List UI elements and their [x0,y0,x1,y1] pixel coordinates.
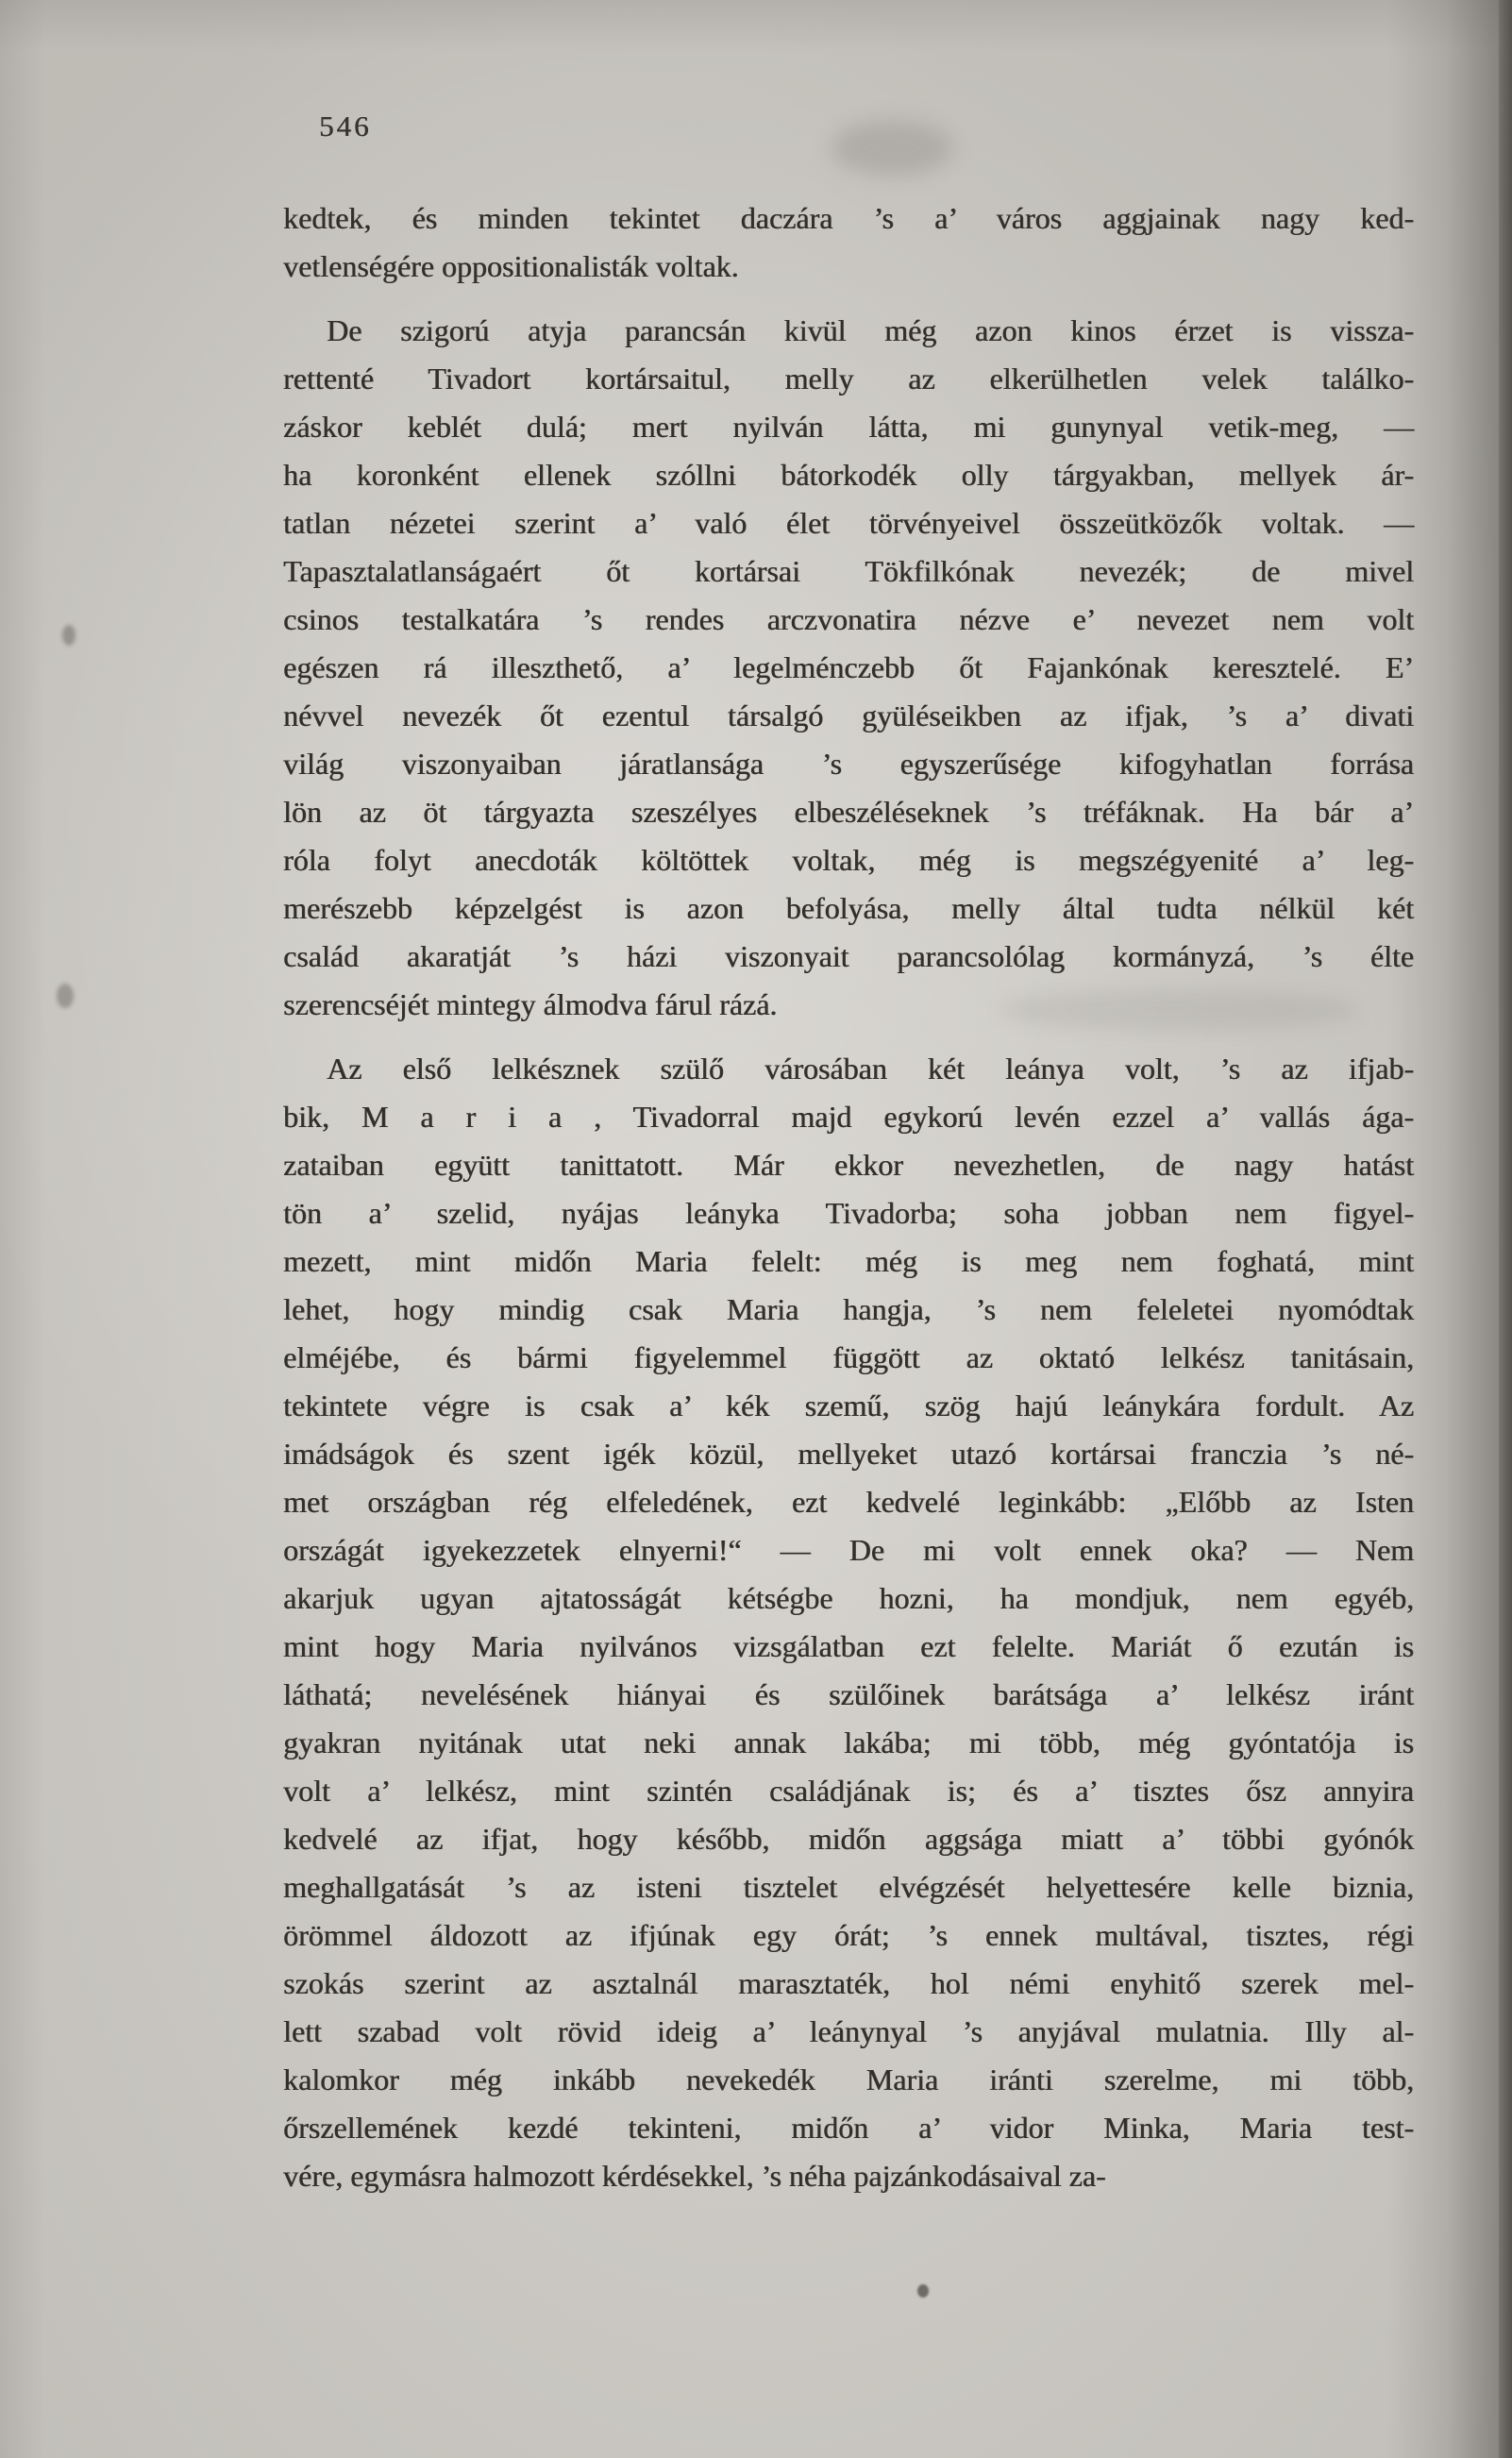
text-line: volt a’ lelkész, mint szintén családjának is; és a’ tisztes ősz annyira [283,1774,1414,1808]
page-number: 546 [319,109,372,143]
text-line: tön a’ szelid, nyájas leányka Tivadorba; soha jobban nem figyel- [283,1196,1414,1230]
text-line: ha koronként ellenek szóllni bátorkodék olly tárgyakban, mellyek ár- [283,458,1414,492]
text-line: záskor keblét dulá; mert nyilván látta, mi gunynyal vetik-meg, — [283,410,1414,444]
text-line: család akaratját ’s házi viszonyait parancsolólag kormányzá, ’s élte [283,939,1414,973]
text-line: mezett, mint midőn Maria felelt: még is meg nem foghatá, mint [283,1244,1414,1278]
text-line: örömmel áldozott az ifjúnak egy órát; ’s ennek multával, tisztes, régi [283,1918,1414,1952]
scan-smudge [831,121,953,176]
paragraph [283,307,1414,1029]
text-line: láthatá; nevelésének hiányai és szülőinek barátsága a’ lelkész iránt [283,1677,1414,1711]
text-line: kalomkor még inkább nevekedék Maria iránti szerelme, mi több, [283,2062,1414,2096]
text-line: szokás szerint az asztalnál marasztaték, hol némi enyhitő szerek mel- [283,1966,1414,2000]
text-line: rettenté Tivadort kortársaitul, melly az elkerülhetlen velek találko- [283,362,1414,396]
page-edge-shadow [1499,0,1512,2458]
text-line: lett szabad volt rövid ideig a’ leánynyal ’s anyjával mulatnia. Illy al- [283,2014,1414,2048]
text-line: őrszellemének kezdé tekinteni, midőn a’ vidor Minka, Maria test- [283,2111,1414,2145]
text-line: névvel nevezék őt ezentul társalgó gyüléseikben az ifjak, ’s a’ divati [283,699,1414,732]
text-line: vére, egymásra halmozott kérdésekkel, ’s néha pajzánkodásaival za- [283,2159,1106,2193]
text-line: elméjébe, és bármi figyelemmel függött az oktató lelkész tanitásain, [283,1340,1414,1374]
text-line: világ viszonyaiban járatlansága ’s egyszerűsége kifogyhatlan forrása [283,747,1414,781]
text-line: akarjuk ugyan ajtatosságát kétségbe hozni, ha mondjuk, nem egyéb, [283,1581,1414,1615]
text-line: országát igyekezzetek elnyerni!“ — De mi volt ennek oka? — Nem [283,1533,1414,1567]
text-line: kedvelé az ifjat, hogy később, midőn aggsága miatt a’ többi gyónók [283,1822,1414,1856]
text-line: mint hogy Maria nyilvános vizsgálatban ezt felelte. Mariát ő ezután is [283,1629,1414,1663]
text-block [283,194,1414,2200]
text-line: tekintete végre is csak a’ kék szemű, szög hajú leánykára fordult. Az [283,1389,1414,1423]
text-line: imádságok és szent igék közül, mellyeket utazó kortársai franczia ’s né- [283,1437,1414,1471]
text-line: gyakran nyitának utat neki annak lakába; mi több, még gyóntatója is [283,1726,1414,1759]
text-line: De szigorú atyja parancsán kivül még azon kinos érzet is vissza- [327,313,1414,347]
text-line: meghallgatását ’s az isteni tisztelet elvégzését helyettesére kelle biznia, [283,1870,1414,1904]
text-line: csinos testalkatára ’s rendes arczvonatira nézve e’ nevezet nem volt [283,602,1414,636]
text-line: merészebb képzelgést is azon befolyása, melly által tudta nélkül két [283,891,1414,925]
text-line: szerencséjét mintegy álmodva fárul rázá. [283,987,778,1021]
scan-speck [917,2284,929,2298]
text-line: bik, M a r i a , Tivadorral majd egykorú levén ezzel a’ vallás ága- [283,1100,1414,1134]
text-line: lehet, hogy mindig csak Maria hangja, ’s nem feleletei nyomódtak [283,1292,1414,1326]
text-line: egészen rá illeszthető, a’ legelménczebb őt Fajankónak keresztelé. E’ [283,650,1414,684]
paragraph [283,194,1414,291]
text-line: Az első lelkésznek szülő városában két leánya volt, ’s az ifjab- [327,1052,1414,1086]
text-line: kedtek, és minden tekintet daczára ’s a’ város aggjainak nagy ked- [283,201,1414,235]
paragraph [283,1045,1414,2200]
text-line: róla folyt anecdoták költöttek voltak, még is megszégyenité a’ leg- [283,843,1414,877]
text-line: Tapasztalatlanságaért őt kortársai Tökfilkónak nevezék; de mivel [283,554,1414,588]
text-line: lön az öt tárgyazta szeszélyes elbeszéléseknek ’s tréfáknak. Ha bár a’ [283,795,1414,829]
text-line: tatlan nézetei szerint a’ való élet törvényeivel összeütközők voltak. — [283,506,1414,540]
text-line: zataiban együtt tanittatott. Már ekkor nevezhetlen, de nagy hatást [283,1148,1414,1182]
scan-speck [62,625,76,646]
text-line: vetlenségére oppositionalisták voltak. [283,249,739,283]
text-line: met országban rég elfeledének, ezt kedvelé leginkább: „Előbb az Isten [283,1485,1414,1519]
scan-speck [57,984,74,1008]
